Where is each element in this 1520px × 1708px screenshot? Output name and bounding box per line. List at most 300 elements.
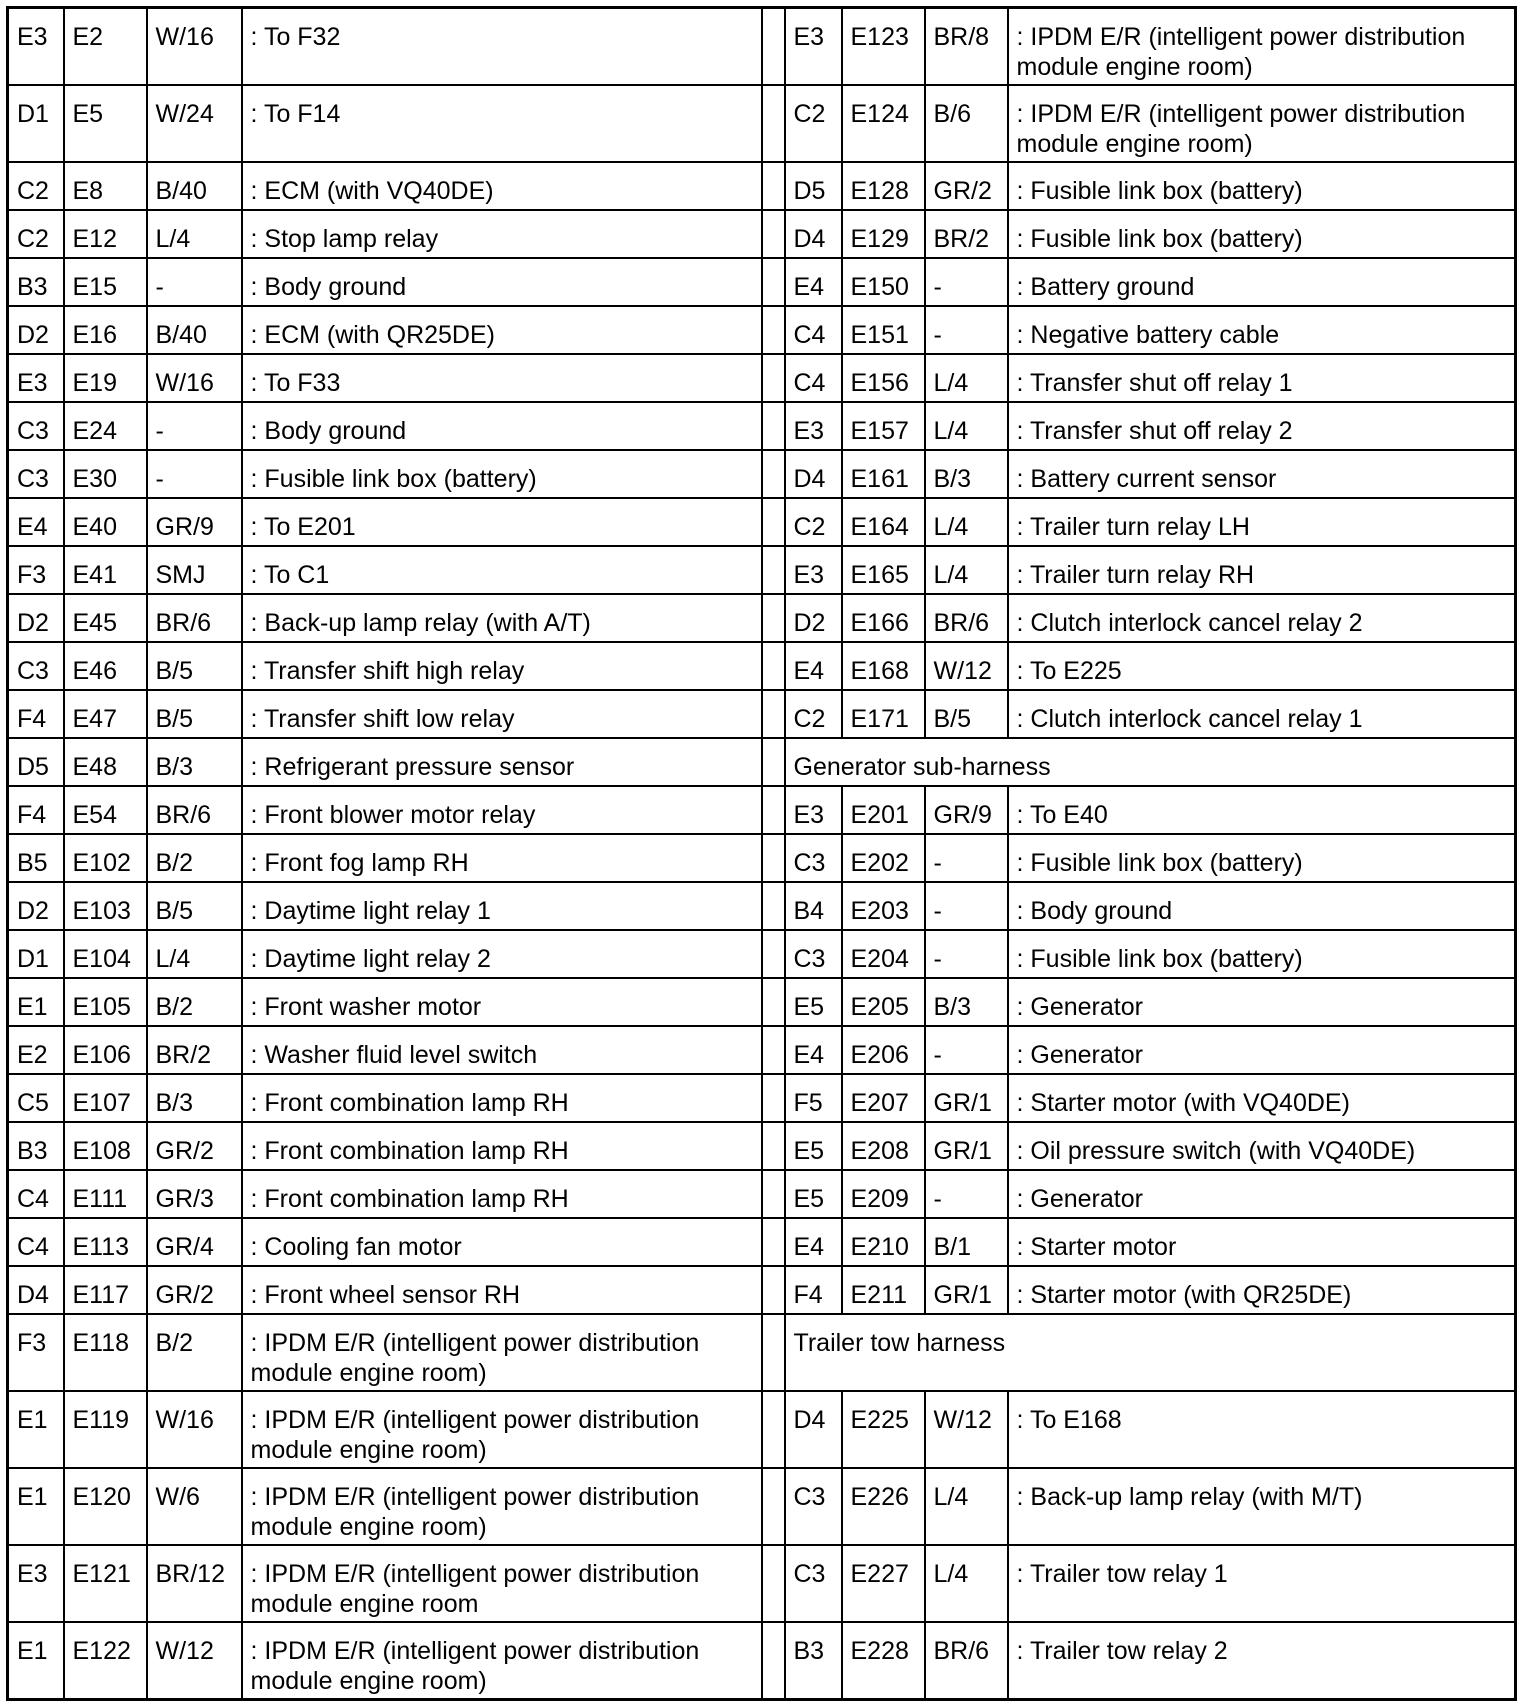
connector-no-cell: E47 xyxy=(64,690,147,738)
description-cell: : IPDM E/R (intelligent power distribution module engine room xyxy=(242,1545,762,1622)
grid-ref-cell: D4 xyxy=(785,1391,842,1468)
description-cell: : Transfer shut off relay 1 xyxy=(1008,354,1516,402)
connector-type-cell: L/4 xyxy=(147,930,242,978)
column-divider xyxy=(762,738,785,786)
connector-no-cell: E211 xyxy=(842,1266,925,1314)
connector-type-cell: B/40 xyxy=(147,162,242,210)
connector-type-cell: GR/3 xyxy=(147,1170,242,1218)
connector-no-cell: E107 xyxy=(64,1074,147,1122)
table-row xyxy=(8,930,1516,978)
table-row xyxy=(8,402,1516,450)
grid-ref-cell: F4 xyxy=(8,690,64,738)
connector-type-cell: B/2 xyxy=(147,834,242,882)
description-cell: : Front combination lamp RH xyxy=(242,1122,762,1170)
connector-rows xyxy=(8,8,1516,1700)
grid-ref-cell: D1 xyxy=(8,930,64,978)
connector-type-cell: L/4 xyxy=(147,210,242,258)
connector-type-cell: L/4 xyxy=(925,402,1008,450)
connector-no-cell: E24 xyxy=(64,402,147,450)
connector-no-cell: E113 xyxy=(64,1218,147,1266)
connector-no-cell: E202 xyxy=(842,834,925,882)
grid-ref-cell: D5 xyxy=(785,162,842,210)
description-cell: : IPDM E/R (intelligent power distribution module engine room) xyxy=(242,1468,762,1545)
grid-ref-cell: E1 xyxy=(8,1622,64,1700)
connector-no-cell: E226 xyxy=(842,1468,925,1545)
connector-no-cell: E228 xyxy=(842,1622,925,1700)
grid-ref-cell: C2 xyxy=(785,498,842,546)
description-cell: : To F14 xyxy=(242,85,762,162)
connector-no-cell: E209 xyxy=(842,1170,925,1218)
description-cell: : Generator xyxy=(1008,1170,1516,1218)
grid-ref-cell: E3 xyxy=(785,786,842,834)
description-cell: : Body ground xyxy=(242,402,762,450)
column-divider xyxy=(762,306,785,354)
description-cell: : Cooling fan motor xyxy=(242,1218,762,1266)
description-cell: : Front wheel sensor RH xyxy=(242,1266,762,1314)
connector-type-cell: GR/9 xyxy=(925,786,1008,834)
table-row xyxy=(8,1026,1516,1074)
table-row xyxy=(8,834,1516,882)
connector-no-cell: E207 xyxy=(842,1074,925,1122)
connector-type-cell: BR/6 xyxy=(147,786,242,834)
grid-ref-cell: F4 xyxy=(8,786,64,834)
description-cell: : Trailer tow relay 2 xyxy=(1008,1622,1516,1700)
connector-no-cell: E30 xyxy=(64,450,147,498)
connector-type-cell: - xyxy=(925,306,1008,354)
connector-no-cell: E102 xyxy=(64,834,147,882)
column-divider xyxy=(762,1074,785,1122)
table-row xyxy=(8,1218,1516,1266)
description-cell: : Stop lamp relay xyxy=(242,210,762,258)
grid-ref-cell: D1 xyxy=(8,85,64,162)
connector-no-cell: E46 xyxy=(64,642,147,690)
grid-ref-cell: E1 xyxy=(8,978,64,1026)
column-divider xyxy=(762,1545,785,1622)
connector-type-cell: BR/12 xyxy=(147,1545,242,1622)
grid-ref-cell: C2 xyxy=(8,162,64,210)
connector-no-cell: E124 xyxy=(842,85,925,162)
table-row xyxy=(8,1170,1516,1218)
description-cell: : IPDM E/R (intelligent power distribution module engine room) xyxy=(1008,85,1516,162)
table-row xyxy=(8,594,1516,642)
table-row xyxy=(8,306,1516,354)
description-cell: : To F33 xyxy=(242,354,762,402)
column-divider xyxy=(762,8,785,86)
description-cell: : Starter motor (with VQ40DE) xyxy=(1008,1074,1516,1122)
connector-no-cell: E161 xyxy=(842,450,925,498)
connector-no-cell: E54 xyxy=(64,786,147,834)
grid-ref-cell: C3 xyxy=(785,1468,842,1545)
connector-type-cell: L/4 xyxy=(925,354,1008,402)
grid-ref-cell: C3 xyxy=(785,930,842,978)
connector-no-cell: E103 xyxy=(64,882,147,930)
connector-no-cell: E111 xyxy=(64,1170,147,1218)
description-cell: : Fusible link box (battery) xyxy=(242,450,762,498)
grid-ref-cell: B3 xyxy=(785,1622,842,1700)
grid-ref-cell: C2 xyxy=(785,85,842,162)
connector-type-cell: GR/1 xyxy=(925,1122,1008,1170)
connector-type-cell: BR/6 xyxy=(925,1622,1008,1700)
table-row xyxy=(8,1266,1516,1314)
description-cell: : Fusible link box (battery) xyxy=(1008,834,1516,882)
connector-type-cell: - xyxy=(147,258,242,306)
description-cell: : Trailer turn relay RH xyxy=(1008,546,1516,594)
column-divider xyxy=(762,354,785,402)
description-cell: : Fusible link box (battery) xyxy=(1008,930,1516,978)
connector-type-cell: B/5 xyxy=(147,642,242,690)
connector-no-cell: E122 xyxy=(64,1622,147,1700)
grid-ref-cell: F3 xyxy=(8,1314,64,1391)
description-cell: : Transfer shut off relay 2 xyxy=(1008,402,1516,450)
connector-no-cell: E227 xyxy=(842,1545,925,1622)
description-cell: : Fusible link box (battery) xyxy=(1008,210,1516,258)
description-cell: : Starter motor (with QR25DE) xyxy=(1008,1266,1516,1314)
grid-ref-cell: E4 xyxy=(785,1218,842,1266)
table-row xyxy=(8,258,1516,306)
connector-type-cell: - xyxy=(925,930,1008,978)
connector-type-cell: BR/8 xyxy=(925,8,1008,86)
connector-type-cell: L/4 xyxy=(925,498,1008,546)
grid-ref-cell: C4 xyxy=(8,1170,64,1218)
connector-type-cell: BR/6 xyxy=(925,594,1008,642)
grid-ref-cell: E5 xyxy=(785,1122,842,1170)
grid-ref-cell: E3 xyxy=(785,402,842,450)
grid-ref-cell: E4 xyxy=(785,642,842,690)
grid-ref-cell: E3 xyxy=(8,354,64,402)
connector-type-cell: GR/9 xyxy=(147,498,242,546)
grid-ref-cell: C3 xyxy=(8,402,64,450)
connector-no-cell: E225 xyxy=(842,1391,925,1468)
grid-ref-cell: C3 xyxy=(8,450,64,498)
description-cell: : To E225 xyxy=(1008,642,1516,690)
connector-no-cell: E19 xyxy=(64,354,147,402)
table-row xyxy=(8,1622,1516,1700)
table-row xyxy=(8,85,1516,162)
description-cell: : ECM (with VQ40DE) xyxy=(242,162,762,210)
connector-no-cell: E168 xyxy=(842,642,925,690)
description-cell: : Body ground xyxy=(1008,882,1516,930)
connector-type-cell: L/4 xyxy=(925,546,1008,594)
column-divider xyxy=(762,1391,785,1468)
connector-type-cell: B/3 xyxy=(147,738,242,786)
grid-ref-cell: E3 xyxy=(785,546,842,594)
connector-no-cell: E41 xyxy=(64,546,147,594)
description-cell: : Transfer shift high relay xyxy=(242,642,762,690)
connector-no-cell: E210 xyxy=(842,1218,925,1266)
connector-type-cell: B/5 xyxy=(925,690,1008,738)
table-row xyxy=(8,210,1516,258)
description-cell: : To F32 xyxy=(242,8,762,86)
connector-type-cell: W/16 xyxy=(147,354,242,402)
grid-ref-cell: E4 xyxy=(785,1026,842,1074)
grid-ref-cell: C5 xyxy=(8,1074,64,1122)
grid-ref-cell: C2 xyxy=(8,210,64,258)
grid-ref-cell: F4 xyxy=(785,1266,842,1314)
connector-no-cell: E164 xyxy=(842,498,925,546)
column-divider xyxy=(762,834,785,882)
connector-no-cell: E123 xyxy=(842,8,925,86)
connector-type-cell: W/16 xyxy=(147,8,242,86)
grid-ref-cell: C2 xyxy=(785,690,842,738)
description-cell: : Back-up lamp relay (with M/T) xyxy=(1008,1468,1516,1545)
connector-no-cell: E8 xyxy=(64,162,147,210)
column-divider xyxy=(762,498,785,546)
connector-no-cell: E12 xyxy=(64,210,147,258)
connector-type-cell: B/3 xyxy=(925,450,1008,498)
connector-type-cell: - xyxy=(925,1170,1008,1218)
section-header-cell: Generator sub-harness xyxy=(785,738,1516,786)
description-cell: : To E168 xyxy=(1008,1391,1516,1468)
description-cell: : Clutch interlock cancel relay 2 xyxy=(1008,594,1516,642)
connector-type-cell: B/40 xyxy=(147,306,242,354)
description-cell: : Trailer tow relay 1 xyxy=(1008,1545,1516,1622)
column-divider xyxy=(762,1468,785,1545)
connector-type-cell: W/16 xyxy=(147,1391,242,1468)
table-row xyxy=(8,1391,1516,1468)
table-row xyxy=(8,882,1516,930)
table-row xyxy=(8,642,1516,690)
connector-table xyxy=(6,6,1517,1701)
connector-no-cell: E16 xyxy=(64,306,147,354)
connector-no-cell: E208 xyxy=(842,1122,925,1170)
column-divider xyxy=(762,882,785,930)
connector-no-cell: E118 xyxy=(64,1314,147,1391)
connector-type-cell: W/6 xyxy=(147,1468,242,1545)
connector-no-cell: E117 xyxy=(64,1266,147,1314)
description-cell: : Battery current sensor xyxy=(1008,450,1516,498)
column-divider xyxy=(762,978,785,1026)
connector-no-cell: E203 xyxy=(842,882,925,930)
grid-ref-cell: C3 xyxy=(785,1545,842,1622)
description-cell: : Generator xyxy=(1008,978,1516,1026)
grid-ref-cell: D2 xyxy=(8,594,64,642)
grid-ref-cell: C4 xyxy=(785,354,842,402)
description-cell: : Daytime light relay 1 xyxy=(242,882,762,930)
connector-type-cell: W/12 xyxy=(925,1391,1008,1468)
connector-type-cell: - xyxy=(925,258,1008,306)
grid-ref-cell: E1 xyxy=(8,1391,64,1468)
connector-type-cell: BR/2 xyxy=(925,210,1008,258)
grid-ref-cell: E2 xyxy=(8,1026,64,1074)
connector-no-cell: E121 xyxy=(64,1545,147,1622)
grid-ref-cell: D2 xyxy=(785,594,842,642)
connector-type-cell: - xyxy=(147,402,242,450)
column-divider xyxy=(762,594,785,642)
description-cell: : Clutch interlock cancel relay 1 xyxy=(1008,690,1516,738)
connector-type-cell: W/12 xyxy=(925,642,1008,690)
table-row xyxy=(8,690,1516,738)
column-divider xyxy=(762,210,785,258)
grid-ref-cell: B3 xyxy=(8,1122,64,1170)
description-cell: : Transfer shift low relay xyxy=(242,690,762,738)
table-row xyxy=(8,978,1516,1026)
connector-type-cell: B/6 xyxy=(925,85,1008,162)
description-cell: : Trailer turn relay LH xyxy=(1008,498,1516,546)
grid-ref-cell: E3 xyxy=(8,1545,64,1622)
grid-ref-cell: C3 xyxy=(785,834,842,882)
connector-type-cell: GR/2 xyxy=(147,1266,242,1314)
column-divider xyxy=(762,1122,785,1170)
connector-type-cell: - xyxy=(925,882,1008,930)
connector-no-cell: E165 xyxy=(842,546,925,594)
description-cell: : ECM (with QR25DE) xyxy=(242,306,762,354)
column-divider xyxy=(762,1266,785,1314)
grid-ref-cell: D5 xyxy=(8,738,64,786)
description-cell: : Body ground xyxy=(242,258,762,306)
table-row xyxy=(8,498,1516,546)
connector-no-cell: E104 xyxy=(64,930,147,978)
connector-type-cell: GR/1 xyxy=(925,1266,1008,1314)
column-divider xyxy=(762,162,785,210)
description-cell: : Fusible link box (battery) xyxy=(1008,162,1516,210)
connector-no-cell: E119 xyxy=(64,1391,147,1468)
grid-ref-cell: E5 xyxy=(785,978,842,1026)
column-divider xyxy=(762,1622,785,1700)
connector-type-cell: L/4 xyxy=(925,1545,1008,1622)
description-cell: : Oil pressure switch (with VQ40DE) xyxy=(1008,1122,1516,1170)
grid-ref-cell: E4 xyxy=(785,258,842,306)
column-divider xyxy=(762,930,785,978)
connector-no-cell: E156 xyxy=(842,354,925,402)
connector-no-cell: E40 xyxy=(64,498,147,546)
connector-no-cell: E105 xyxy=(64,978,147,1026)
grid-ref-cell: E3 xyxy=(8,8,64,86)
connector-no-cell: E204 xyxy=(842,930,925,978)
connector-type-cell: BR/6 xyxy=(147,594,242,642)
description-cell: : Daytime light relay 2 xyxy=(242,930,762,978)
grid-ref-cell: D4 xyxy=(8,1266,64,1314)
column-divider xyxy=(762,1218,785,1266)
connector-no-cell: E2 xyxy=(64,8,147,86)
connector-type-cell: BR/2 xyxy=(147,1026,242,1074)
description-cell: : IPDM E/R (intelligent power distribution module engine room) xyxy=(1008,8,1516,86)
grid-ref-cell: D2 xyxy=(8,306,64,354)
description-cell: : Front washer motor xyxy=(242,978,762,1026)
connector-no-cell: E205 xyxy=(842,978,925,1026)
description-cell: : To E40 xyxy=(1008,786,1516,834)
connector-type-cell: B/3 xyxy=(925,978,1008,1026)
table-row xyxy=(8,8,1516,86)
description-cell: : Negative battery cable xyxy=(1008,306,1516,354)
connector-no-cell: E15 xyxy=(64,258,147,306)
connector-no-cell: E206 xyxy=(842,1026,925,1074)
table-row xyxy=(8,1468,1516,1545)
table-row xyxy=(8,786,1516,834)
connector-type-cell: B/5 xyxy=(147,882,242,930)
grid-ref-cell: E1 xyxy=(8,1468,64,1545)
column-divider xyxy=(762,690,785,738)
table-row xyxy=(8,738,1516,786)
connector-no-cell: E106 xyxy=(64,1026,147,1074)
connector-type-cell: L/4 xyxy=(925,1468,1008,1545)
column-divider xyxy=(762,1170,785,1218)
connector-no-cell: E150 xyxy=(842,258,925,306)
table-row xyxy=(8,1074,1516,1122)
column-divider xyxy=(762,1026,785,1074)
grid-ref-cell: D2 xyxy=(8,882,64,930)
connector-no-cell: E129 xyxy=(842,210,925,258)
connector-type-cell: - xyxy=(925,1026,1008,1074)
grid-ref-cell: B3 xyxy=(8,258,64,306)
column-divider xyxy=(762,1314,785,1391)
connector-no-cell: E120 xyxy=(64,1468,147,1545)
description-cell: : Battery ground xyxy=(1008,258,1516,306)
connector-type-cell: W/12 xyxy=(147,1622,242,1700)
connector-no-cell: E45 xyxy=(64,594,147,642)
table-row xyxy=(8,450,1516,498)
connector-type-cell: B/3 xyxy=(147,1074,242,1122)
connector-type-cell: B/1 xyxy=(925,1218,1008,1266)
table-row xyxy=(8,354,1516,402)
description-cell: : Front combination lamp RH xyxy=(242,1170,762,1218)
connector-type-cell: - xyxy=(147,450,242,498)
connector-no-cell: E128 xyxy=(842,162,925,210)
table-row xyxy=(8,546,1516,594)
description-cell: : To C1 xyxy=(242,546,762,594)
grid-ref-cell: C3 xyxy=(8,642,64,690)
column-divider xyxy=(762,258,785,306)
description-cell: : IPDM E/R (intelligent power distribution module engine room) xyxy=(242,1314,762,1391)
connector-no-cell: E151 xyxy=(842,306,925,354)
description-cell: : Starter motor xyxy=(1008,1218,1516,1266)
grid-ref-cell: E3 xyxy=(785,8,842,86)
grid-ref-cell: F5 xyxy=(785,1074,842,1122)
column-divider xyxy=(762,450,785,498)
description-cell: : Generator xyxy=(1008,1026,1516,1074)
connector-no-cell: E108 xyxy=(64,1122,147,1170)
column-divider xyxy=(762,786,785,834)
grid-ref-cell: E4 xyxy=(8,498,64,546)
connector-type-cell: GR/4 xyxy=(147,1218,242,1266)
column-divider xyxy=(762,546,785,594)
grid-ref-cell: D4 xyxy=(785,450,842,498)
connector-type-cell: - xyxy=(925,834,1008,882)
table-row xyxy=(8,1545,1516,1622)
connector-type-cell: B/5 xyxy=(147,690,242,738)
description-cell: : IPDM E/R (intelligent power distribution module engine room) xyxy=(242,1622,762,1700)
connector-no-cell: E157 xyxy=(842,402,925,450)
description-cell: : IPDM E/R (intelligent power distribution module engine room) xyxy=(242,1391,762,1468)
section-header-cell: Trailer tow harness xyxy=(785,1314,1516,1391)
connector-type-cell: GR/2 xyxy=(925,162,1008,210)
grid-ref-cell: D4 xyxy=(785,210,842,258)
description-cell: : To E201 xyxy=(242,498,762,546)
connector-type-cell: SMJ xyxy=(147,546,242,594)
connector-type-cell: B/2 xyxy=(147,1314,242,1391)
connector-type-cell: W/24 xyxy=(147,85,242,162)
description-cell: : Washer fluid level switch xyxy=(242,1026,762,1074)
connector-no-cell: E171 xyxy=(842,690,925,738)
grid-ref-cell: B5 xyxy=(8,834,64,882)
table-row xyxy=(8,1122,1516,1170)
grid-ref-cell: C4 xyxy=(785,306,842,354)
connector-no-cell: E48 xyxy=(64,738,147,786)
column-divider xyxy=(762,402,785,450)
connector-type-cell: GR/2 xyxy=(147,1122,242,1170)
table-row xyxy=(8,162,1516,210)
table-row xyxy=(8,1314,1516,1391)
grid-ref-cell: E5 xyxy=(785,1170,842,1218)
description-cell: : Front fog lamp RH xyxy=(242,834,762,882)
description-cell: : Front combination lamp RH xyxy=(242,1074,762,1122)
grid-ref-cell: F3 xyxy=(8,546,64,594)
connector-no-cell: E5 xyxy=(64,85,147,162)
description-cell: : Refrigerant pressure sensor xyxy=(242,738,762,786)
connector-no-cell: E201 xyxy=(842,786,925,834)
grid-ref-cell: B4 xyxy=(785,882,842,930)
connector-no-cell: E166 xyxy=(842,594,925,642)
column-divider xyxy=(762,85,785,162)
